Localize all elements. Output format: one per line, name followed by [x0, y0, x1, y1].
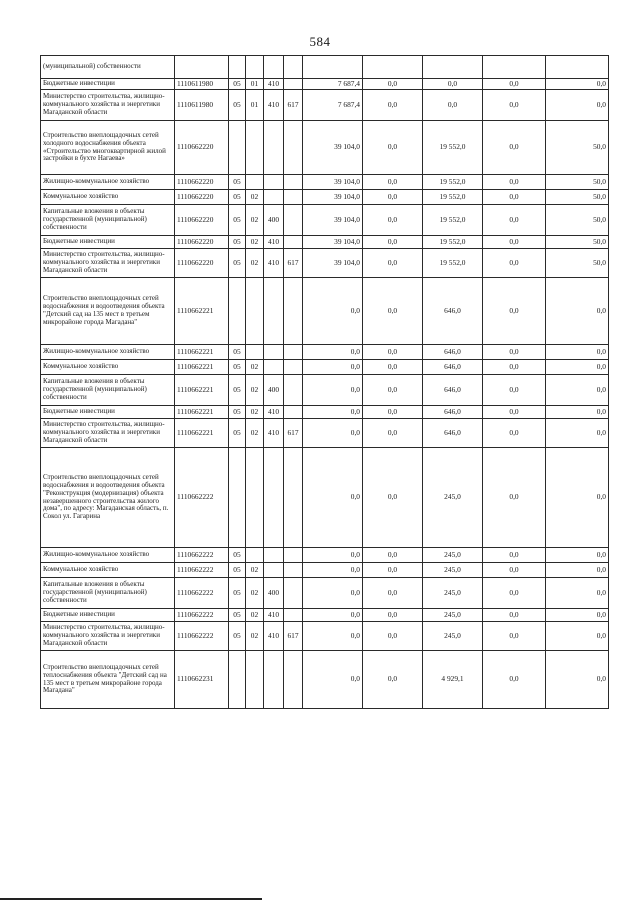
row-admin-code — [284, 609, 303, 622]
row-subsection — [246, 121, 264, 175]
row-value-3: 646,0 — [423, 375, 483, 406]
row-value-4: 0,0 — [483, 622, 546, 651]
row-expense-type — [264, 175, 284, 190]
row-subsection: 01 — [246, 79, 264, 90]
row-subsection — [246, 278, 264, 345]
row-admin-code — [284, 56, 303, 79]
row-value-1 — [303, 56, 363, 79]
row-admin-code — [284, 578, 303, 609]
row-value-1: 39 104,0 — [303, 190, 363, 205]
row-value-2: 0,0 — [363, 345, 423, 360]
row-value-2: 0,0 — [363, 90, 423, 121]
row-value-5: 50,0 — [546, 121, 609, 175]
row-value-1: 0,0 — [303, 345, 363, 360]
row-code: 1110662222 — [175, 548, 229, 563]
row-admin-code — [284, 190, 303, 205]
row-value-3: 0,0 — [423, 90, 483, 121]
row-value-2: 0,0 — [363, 79, 423, 90]
row-value-5: 0,0 — [546, 448, 609, 548]
row-value-5: 0,0 — [546, 563, 609, 578]
row-name: Строительство внеплощадочных сетей водоснабжения и водоотведения объекта "Детский сад на 135 мест в третьем микрорайоне города Магадана" — [41, 278, 175, 345]
row-value-5: 0,0 — [546, 90, 609, 121]
table-row — [41, 622, 609, 651]
row-name: (муниципальной) собственности — [41, 56, 175, 79]
row-value-4: 0,0 — [483, 563, 546, 578]
row-admin-code: 617 — [284, 622, 303, 651]
row-code: 1110662220 — [175, 175, 229, 190]
row-section: 05 — [229, 406, 246, 419]
table-row — [41, 175, 609, 190]
row-section: 05 — [229, 236, 246, 249]
row-value-5: 0,0 — [546, 360, 609, 375]
row-admin-code — [284, 651, 303, 709]
row-section — [229, 121, 246, 175]
row-expense-type — [264, 548, 284, 563]
table-row — [41, 360, 609, 375]
row-value-5: 50,0 — [546, 236, 609, 249]
row-section: 05 — [229, 205, 246, 236]
row-subsection: 02 — [246, 419, 264, 448]
row-expense-type: 410 — [264, 79, 284, 90]
row-subsection: 02 — [246, 609, 264, 622]
row-value-4: 0,0 — [483, 419, 546, 448]
row-value-1: 0,0 — [303, 406, 363, 419]
table-row — [41, 205, 609, 236]
row-subsection: 02 — [246, 563, 264, 578]
row-admin-code — [284, 175, 303, 190]
row-value-2: 0,0 — [363, 205, 423, 236]
row-name: Бюджетные инвестиции — [41, 79, 175, 90]
table-row — [41, 375, 609, 406]
row-name: Жилищно-коммунальное хозяйство — [41, 548, 175, 563]
row-value-1: 0,0 — [303, 651, 363, 709]
row-value-3: 245,0 — [423, 563, 483, 578]
row-code: 1110662221 — [175, 360, 229, 375]
row-value-3: 646,0 — [423, 419, 483, 448]
row-section: 05 — [229, 249, 246, 278]
row-value-2: 0,0 — [363, 360, 423, 375]
row-value-2: 0,0 — [363, 548, 423, 563]
row-name: Бюджетные инвестиции — [41, 236, 175, 249]
row-value-2: 0,0 — [363, 448, 423, 548]
row-value-2: 0,0 — [363, 578, 423, 609]
row-value-1: 0,0 — [303, 622, 363, 651]
row-code: 1110662222 — [175, 563, 229, 578]
row-value-4: 0,0 — [483, 236, 546, 249]
row-section: 05 — [229, 345, 246, 360]
row-value-5: 0,0 — [546, 622, 609, 651]
row-value-5: 50,0 — [546, 249, 609, 278]
row-value-1: 39 104,0 — [303, 236, 363, 249]
table-row — [41, 90, 609, 121]
row-name: Жилищно-коммунальное хозяйство — [41, 345, 175, 360]
table-row — [41, 79, 609, 90]
row-value-2: 0,0 — [363, 609, 423, 622]
row-value-2: 0,0 — [363, 563, 423, 578]
table-row — [41, 578, 609, 609]
row-section: 05 — [229, 79, 246, 90]
row-subsection: 02 — [246, 236, 264, 249]
table-row — [41, 278, 609, 345]
row-section: 05 — [229, 175, 246, 190]
row-subsection: 02 — [246, 406, 264, 419]
row-value-2: 0,0 — [363, 651, 423, 709]
row-value-4: 0,0 — [483, 406, 546, 419]
row-admin-code — [284, 205, 303, 236]
row-subsection — [246, 548, 264, 563]
row-section: 05 — [229, 419, 246, 448]
row-admin-code — [284, 563, 303, 578]
row-value-5: 0,0 — [546, 548, 609, 563]
row-subsection: 02 — [246, 578, 264, 609]
row-subsection — [246, 448, 264, 548]
row-expense-type — [264, 345, 284, 360]
row-expense-type — [264, 56, 284, 79]
row-subsection: 02 — [246, 375, 264, 406]
row-name: Министерство строительства, жилищно-коммунального хозяйства и энергетики Магаданской области — [41, 90, 175, 121]
row-value-4: 0,0 — [483, 360, 546, 375]
row-code: 1110662221 — [175, 375, 229, 406]
footer-rule — [0, 898, 262, 900]
row-value-3: 0,0 — [423, 79, 483, 90]
row-section — [229, 278, 246, 345]
row-code: 1110662220 — [175, 121, 229, 175]
row-name: Жилищно-коммунальное хозяйство — [41, 175, 175, 190]
row-value-3: 646,0 — [423, 406, 483, 419]
row-expense-type: 410 — [264, 419, 284, 448]
row-value-3: 19 552,0 — [423, 121, 483, 175]
table-row — [41, 609, 609, 622]
row-subsection — [246, 56, 264, 79]
row-code: 1110662220 — [175, 236, 229, 249]
table-row — [41, 563, 609, 578]
row-expense-type: 400 — [264, 578, 284, 609]
row-code: 1110662222 — [175, 609, 229, 622]
row-value-3: 19 552,0 — [423, 249, 483, 278]
row-section: 05 — [229, 609, 246, 622]
table-row — [41, 345, 609, 360]
row-value-4: 0,0 — [483, 121, 546, 175]
row-expense-type: 410 — [264, 609, 284, 622]
table-row — [41, 448, 609, 548]
row-value-1: 39 104,0 — [303, 249, 363, 278]
row-subsection: 02 — [246, 205, 264, 236]
row-admin-code — [284, 278, 303, 345]
row-section — [229, 651, 246, 709]
row-value-5: 50,0 — [546, 205, 609, 236]
row-expense-type: 400 — [264, 205, 284, 236]
row-subsection: 02 — [246, 622, 264, 651]
row-name: Министерство строительства, жилищно-коммунального хозяйства и энергетики Магаданской области — [41, 622, 175, 651]
row-value-3: 19 552,0 — [423, 236, 483, 249]
budget-table — [40, 55, 609, 709]
row-value-4: 0,0 — [483, 79, 546, 90]
row-value-3: 19 552,0 — [423, 205, 483, 236]
row-admin-code — [284, 375, 303, 406]
row-name: Министерство строительства, жилищно-коммунального хозяйства и энергетики Магаданской области — [41, 419, 175, 448]
row-value-1: 0,0 — [303, 578, 363, 609]
row-admin-code — [284, 345, 303, 360]
table-row — [41, 249, 609, 278]
row-value-1: 7 687,4 — [303, 90, 363, 121]
row-section: 05 — [229, 563, 246, 578]
table-row — [41, 236, 609, 249]
row-name: Капитальные вложения в объекты государственной (муниципальной) собственности — [41, 578, 175, 609]
row-value-5 — [546, 56, 609, 79]
row-code: 1110662221 — [175, 345, 229, 360]
row-name: Бюджетные инвестиции — [41, 609, 175, 622]
row-value-2: 0,0 — [363, 249, 423, 278]
row-value-5: 0,0 — [546, 278, 609, 345]
row-value-1: 0,0 — [303, 375, 363, 406]
row-name: Строительство внеплощадочных сетей холодного водоснабжения объекта «Строительство многоквартирной жилой застройки в бухте Нагаева» — [41, 121, 175, 175]
row-expense-type: 410 — [264, 90, 284, 121]
table-row — [41, 406, 609, 419]
row-expense-type — [264, 563, 284, 578]
row-value-5: 0,0 — [546, 375, 609, 406]
row-code: 1110611980 — [175, 79, 229, 90]
row-value-3: 245,0 — [423, 578, 483, 609]
row-value-1: 0,0 — [303, 548, 363, 563]
row-value-2: 0,0 — [363, 121, 423, 175]
row-name: Коммунальное хозяйство — [41, 563, 175, 578]
row-expense-type — [264, 121, 284, 175]
row-admin-code — [284, 448, 303, 548]
row-value-5: 0,0 — [546, 651, 609, 709]
row-section: 05 — [229, 90, 246, 121]
row-value-1: 0,0 — [303, 563, 363, 578]
row-subsection — [246, 175, 264, 190]
row-name: Капитальные вложения в объекты государственной (муниципальной) собственности — [41, 205, 175, 236]
row-section: 05 — [229, 578, 246, 609]
row-subsection — [246, 651, 264, 709]
row-value-3: 4 929,1 — [423, 651, 483, 709]
row-value-2: 0,0 — [363, 175, 423, 190]
table-row — [41, 548, 609, 563]
row-admin-code: 617 — [284, 419, 303, 448]
row-code: 1110611980 — [175, 90, 229, 121]
row-value-4: 0,0 — [483, 190, 546, 205]
row-value-5: 0,0 — [546, 79, 609, 90]
row-section: 05 — [229, 375, 246, 406]
row-name: Министерство строительства, жилищно-коммунального хозяйства и энергетики Магаданской области — [41, 249, 175, 278]
row-code: 1110662221 — [175, 419, 229, 448]
row-value-5: 0,0 — [546, 406, 609, 419]
row-expense-type: 410 — [264, 249, 284, 278]
row-value-3: 646,0 — [423, 360, 483, 375]
row-value-5: 50,0 — [546, 175, 609, 190]
row-value-4: 0,0 — [483, 345, 546, 360]
table-row — [41, 651, 609, 709]
row-code: 1110662220 — [175, 205, 229, 236]
row-value-1: 0,0 — [303, 609, 363, 622]
row-name: Коммунальное хозяйство — [41, 360, 175, 375]
row-value-3: 19 552,0 — [423, 175, 483, 190]
row-admin-code — [284, 406, 303, 419]
row-admin-code: 617 — [284, 249, 303, 278]
row-value-4: 0,0 — [483, 578, 546, 609]
row-code: 1110662222 — [175, 622, 229, 651]
table-row — [41, 56, 609, 79]
row-value-4: 0,0 — [483, 205, 546, 236]
row-value-2: 0,0 — [363, 375, 423, 406]
page-number: 584 — [309, 34, 331, 49]
row-value-1: 0,0 — [303, 360, 363, 375]
row-name: Бюджетные инвестиции — [41, 406, 175, 419]
row-code: 1110662222 — [175, 448, 229, 548]
row-admin-code — [284, 360, 303, 375]
row-code: 1110662221 — [175, 278, 229, 345]
row-section — [229, 56, 246, 79]
row-value-3: 245,0 — [423, 609, 483, 622]
row-value-2: 0,0 — [363, 406, 423, 419]
row-expense-type — [264, 278, 284, 345]
row-expense-type: 410 — [264, 406, 284, 419]
table-row — [41, 419, 609, 448]
row-value-2: 0,0 — [363, 419, 423, 448]
row-expense-type — [264, 651, 284, 709]
row-section: 05 — [229, 548, 246, 563]
row-value-4: 0,0 — [483, 90, 546, 121]
row-value-4: 0,0 — [483, 651, 546, 709]
row-name: Коммунальное хозяйство — [41, 190, 175, 205]
row-subsection: 02 — [246, 360, 264, 375]
row-code: 1110662220 — [175, 190, 229, 205]
row-value-1: 0,0 — [303, 448, 363, 548]
row-value-2: 0,0 — [363, 236, 423, 249]
row-code: 1110662221 — [175, 406, 229, 419]
row-value-4 — [483, 56, 546, 79]
row-section: 05 — [229, 360, 246, 375]
table-row — [41, 121, 609, 175]
row-code: 1110662231 — [175, 651, 229, 709]
row-admin-code — [284, 548, 303, 563]
row-value-5: 50,0 — [546, 190, 609, 205]
row-value-3: 646,0 — [423, 345, 483, 360]
row-value-5: 0,0 — [546, 609, 609, 622]
row-code: 1110662220 — [175, 249, 229, 278]
row-expense-type — [264, 448, 284, 548]
row-value-1: 0,0 — [303, 419, 363, 448]
row-value-3 — [423, 56, 483, 79]
row-value-3: 245,0 — [423, 548, 483, 563]
row-value-2 — [363, 56, 423, 79]
row-subsection — [246, 345, 264, 360]
row-value-1: 0,0 — [303, 278, 363, 345]
row-name: Строительство внеплощадочных сетей теплоснабжения объекта "Детский сад на 135 мест в третьем микрорайоне города Магадана" — [41, 651, 175, 709]
row-value-4: 0,0 — [483, 448, 546, 548]
table-row — [41, 190, 609, 205]
row-subsection: 01 — [246, 90, 264, 121]
row-admin-code: 617 — [284, 90, 303, 121]
row-name: Строительство внеплощадочных сетей водоснабжения и водоотведения объекта "Реконструкция (модернизация) объекта незавершенного строительства жилого дома", по адресу: Магаданская область, п. Сокол ул. Гагарина — [41, 448, 175, 548]
row-value-3: 19 552,0 — [423, 190, 483, 205]
row-value-1: 39 104,0 — [303, 175, 363, 190]
row-value-1: 7 687,4 — [303, 79, 363, 90]
row-subsection: 02 — [246, 190, 264, 205]
row-value-3: 245,0 — [423, 622, 483, 651]
row-value-5: 0,0 — [546, 578, 609, 609]
row-code: 1110662222 — [175, 578, 229, 609]
row-value-1: 39 104,0 — [303, 121, 363, 175]
row-expense-type — [264, 360, 284, 375]
row-value-3: 245,0 — [423, 448, 483, 548]
row-value-4: 0,0 — [483, 175, 546, 190]
row-admin-code — [284, 121, 303, 175]
row-expense-type: 410 — [264, 236, 284, 249]
row-value-3: 646,0 — [423, 278, 483, 345]
row-expense-type: 410 — [264, 622, 284, 651]
row-value-5: 0,0 — [546, 419, 609, 448]
row-admin-code — [284, 236, 303, 249]
row-section: 05 — [229, 622, 246, 651]
row-value-4: 0,0 — [483, 548, 546, 563]
row-value-4: 0,0 — [483, 375, 546, 406]
row-code — [175, 56, 229, 79]
row-value-2: 0,0 — [363, 278, 423, 345]
row-name: Капитальные вложения в объекты государственной (муниципальной) собственности — [41, 375, 175, 406]
row-value-2: 0,0 — [363, 622, 423, 651]
row-section — [229, 448, 246, 548]
row-value-4: 0,0 — [483, 249, 546, 278]
row-value-1: 39 104,0 — [303, 205, 363, 236]
row-expense-type: 400 — [264, 375, 284, 406]
row-value-5: 0,0 — [546, 345, 609, 360]
row-admin-code — [284, 79, 303, 90]
row-value-4: 0,0 — [483, 609, 546, 622]
row-expense-type — [264, 190, 284, 205]
row-value-2: 0,0 — [363, 190, 423, 205]
row-section: 05 — [229, 190, 246, 205]
row-subsection: 02 — [246, 249, 264, 278]
row-value-4: 0,0 — [483, 278, 546, 345]
